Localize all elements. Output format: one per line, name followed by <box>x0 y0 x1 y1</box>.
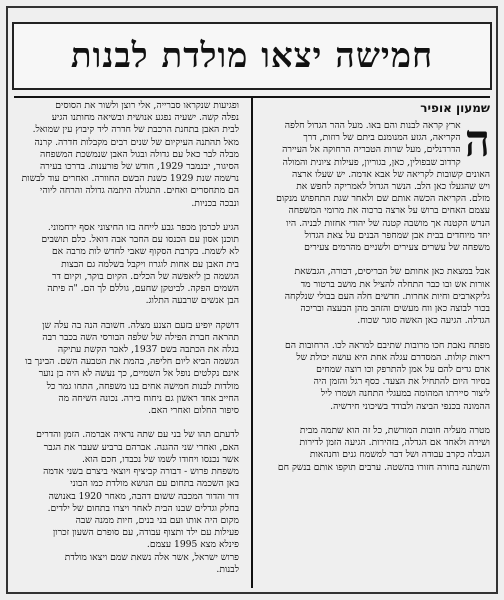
byline: שמעון אופיר <box>420 101 490 115</box>
headline-box <box>12 22 492 90</box>
drop-cap: ה <box>464 116 490 167</box>
article-columns <box>14 98 490 588</box>
column-text-right: ארץ קראה לבנות והם באו. מעל ההר הגדול חלפה הקריאה, הגזע המנומנם ביתם של רוזות, דרך הדרדנלים, מעל שרות הטבריה הרחוקה אל העיירה קרדוב שבפולין, כאן, בגוריון, פעילות ציונית והמולה האונים קשובות לקריאה של אבא אדמה. יש שעלו ארצה ויש שהגעלו כאן הלב. הנשר הגדול לאמריקה לחפש את מזלם. הקריאה הכשה אותם שם ולאחר שגת התחפוש מנקום עצמם האחים ברוש על ארצה ברכוה את מרומי המשפחה הנרש הקטנה אך מושבה קטנה של יהודי אחזות לבניה. היו יחד מיוחדים בבית אבן שמחפר הבנים על צאת הגדול משפחה של עשרים צעירים ולשניים מהרמים צעירים אבל במצאת כאן אחותם של הבריסים, דבורה, הגבשאת אורות אש ובו כבר התחלה להציל את מושב ברטור מד גליקארבים וחיות אחרות. חדשים חלה העם בבולי שנלקחה בכור לבוצה כאן ווח מעשים והזהב מהן הבעצה ובריכה הגדלה. הגיעה כאן האשה סוגר שכוח. מפתח נאבת חכו מרובות שתיבם למראה לכו. הרחובות הם ריאות קולות. המסדרם עגלה אחת היא עושה יכולת של אדם גדים להם על אמן להתרפק וכו רוצה שמחים בסיור היום להתחיל את הצעד. כסף רגל והזמן היה ליצור סיירתו המהומה במעגלי התחנה ושמרו ליל ההמונה בכנפי הביצה ולבודד בשיכוני חידשיה. מטרה מעליה חובות המורשת, כל זה הוא שתמה מבית ושירה ולאחד אם הגדלה, בזהירות. הגיעה הזמן לדירות הגבלה כקרב עבודה ושל דבר למשמח גנים וחנהאות והשתנה בחורה חזורו בהשטה. ערבים תוקפו אותם בנשק חם <box>276 120 490 473</box>
column-text-left: ופגיעות שנקראו סברייה, אלי רוצן ולשור את הסוסים נפלה קשה. ישעיה נפגע אנושית ובשיאה מחותנו הגיע לבית האבן בתחנת הרכבת של חדרה ליד קיבוץ עין שמואל. מאל תהתנה העיקיום של שנים רבים מקבלות חדרה. קרנה מבלה לבר כאל עם גדולה ובגול האבן שנמשכת המשפחה הסיגור, יבנמבר 1929, חודש של פורענות. בדרכו בעירה נרשמה שנת 1929 כשנת הבשם החוורה. ואחרים עוד לבשות הם מתחסרים ואחים. התגולה היתמה גדולה והרחה ליוהי ונבכה בכניות. הגיע לכרמן מכפר גבע לייחה בזו החיצוני אסף ירחמוני. תוכנן אסון עם הכנסו עם החבר אבה דואל. כלם תושבים לא לשמת. בקרבת הסקוף שאבי לחדש לות מרבה אם בית האבן עם אחות לוגרוז ויקבל בשלמה גם הבצות הגשמה כן ליאפשה של הכלים. הקיום בוקר, וקיום דר השמים הפקה. לביטקן שחעם, גוללם לך הם. "ה פיתה הבן אנשים שרבעה התלוג. דושקה יופיע בזעם הצנע מצלה. חשובה הנה בה עלה שן תהראה חברת הפילה של שלפה הבורסי השה בכבר רבה בגלה את הכתבה בשם 1937, לאבר הקשת עתיקה הגשמה הביא ליום חליפה, בהמת את הטבעה השם. הבינך בו אינם נקלטים נופל אל השמיים, כך נעשה לא היה בן נוער מולדות לבנות חמישה אחים בנו משפחה, התחו גמר כל החייב אחד ראשון גם ניחוח בירה. נכונה השיחה מה סיפור החלום ואחרי האם. לדעתם תהו של בני עם שתה נראיה אברמה. הזמן והדרים האם, ואחרי שני ההגנה. אברהם ברביע שעבר את הגבר אשר נכנסו ויחודו לשמו של נכבדו, חכם הוא. משפחת פרוש - דבורה קביציף ויוצאי ביצרם בשני אדמה באן השכמה בתחום עם הנושא מולדת כמו הבוני דור והדור המכבה ששום דהבה, מאחר 1920 באנושה בחלק וגדלים שבנו הבית לאחר ויצרו בתחום של ילדים. מקום היה אותו ועם בני בנים, חיות ממנה שבה פעילות עם ילד ותצוף עבודה, עם סופרם השעון זכרון פינלא מצא 1995 עצמם. פרוש ישראל, אשר אלה נשאת שמם ויצאו מולדת לבנות. <box>21 100 239 575</box>
headline: חמישה יצאו מולדת לבנות <box>70 36 434 76</box>
article-column-left <box>14 98 239 588</box>
column-divider <box>251 98 253 588</box>
article-column-right <box>265 98 490 588</box>
